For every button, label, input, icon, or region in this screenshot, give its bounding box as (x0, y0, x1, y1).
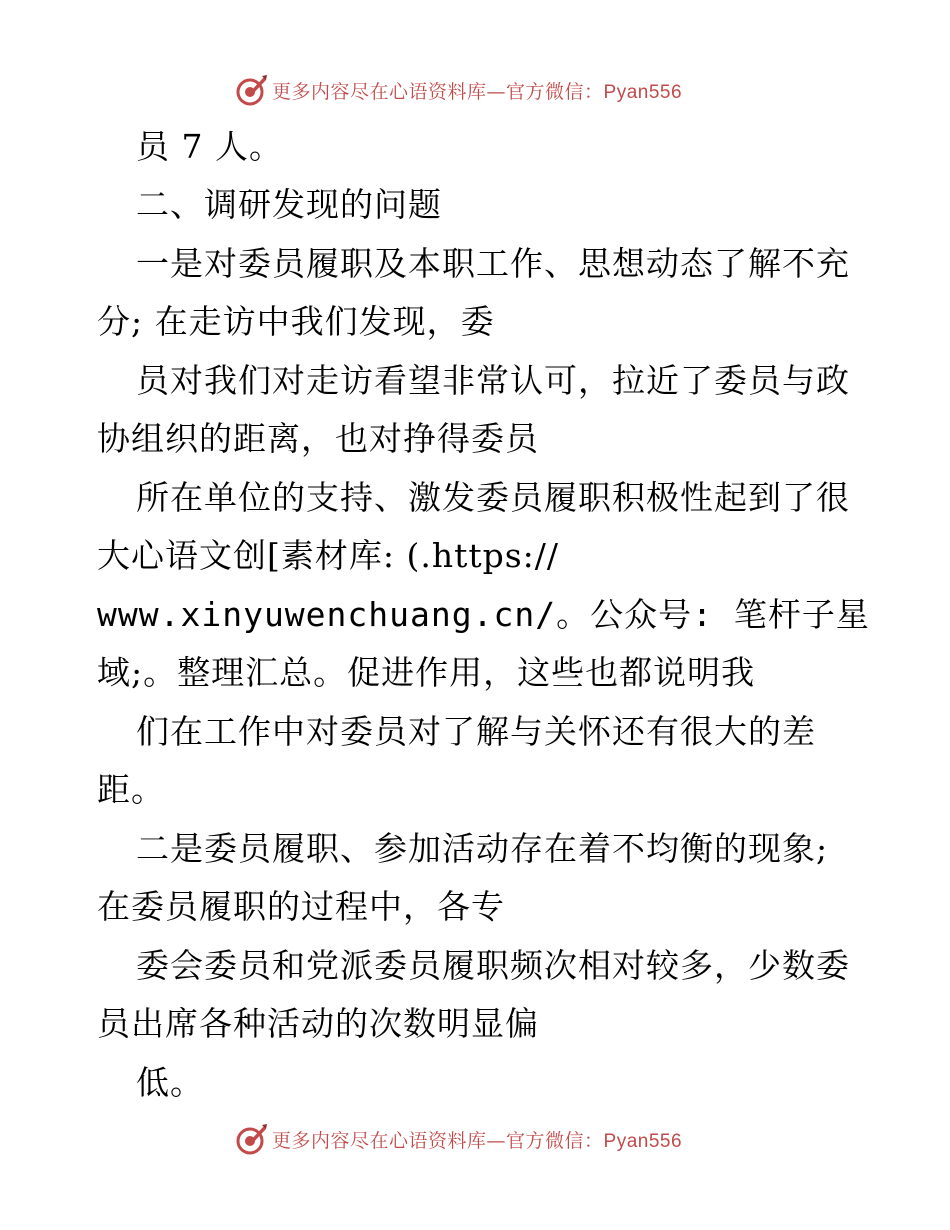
body-line: 一是对委员履职及本职工作、思想动态了解不充 (136, 244, 850, 283)
body-line: 低。 (136, 1063, 204, 1102)
body-line: 员对我们对走访看望非常认可，拉近了委员与政 (136, 361, 850, 400)
header-watermark-text: 更多内容尽在心语资料库—官方微信：Pyan556 (272, 80, 683, 103)
body-line: 员出席各种活动的次数明显偏 (97, 1004, 539, 1043)
body-line: 员 7 人。 (136, 127, 283, 166)
body-line: 域;。整理汇总。促进作用，这些也都说明我 (97, 653, 756, 692)
quill-logo-icon (234, 1122, 268, 1156)
section-heading: 二、调研发现的问题 (136, 185, 442, 224)
quill-logo-icon (234, 73, 268, 107)
body-line: 大心语文创[素材库: (.https:// (97, 536, 560, 575)
body-line: 分; 在走访中我们发现，委 (97, 302, 495, 341)
header-watermark (234, 72, 682, 108)
footer-watermark (234, 1121, 682, 1157)
body-line: 二是委员履职、参加活动存在着不均衡的现象; (136, 829, 829, 868)
body-line: 距。 (97, 770, 165, 809)
body-line: 所在单位的支持、激发委员履职积极性起到了很 (136, 478, 850, 517)
body-line: 协组织的距离，也对挣得委员 (97, 419, 539, 458)
body-line: www.xinyuwenchuang.cn/。公众号: 笔杆子星 (97, 595, 870, 634)
body-line: 委会委员和党派委员履职频次相对较多，少数委 (136, 946, 850, 985)
footer-watermark-text: 更多内容尽在心语资料库—官方微信：Pyan556 (272, 1129, 683, 1152)
body-line: 在委员履职的过程中，各专 (97, 887, 505, 926)
body-line: 们在工作中对委员对了解与关怀还有很大的差 (136, 712, 816, 751)
